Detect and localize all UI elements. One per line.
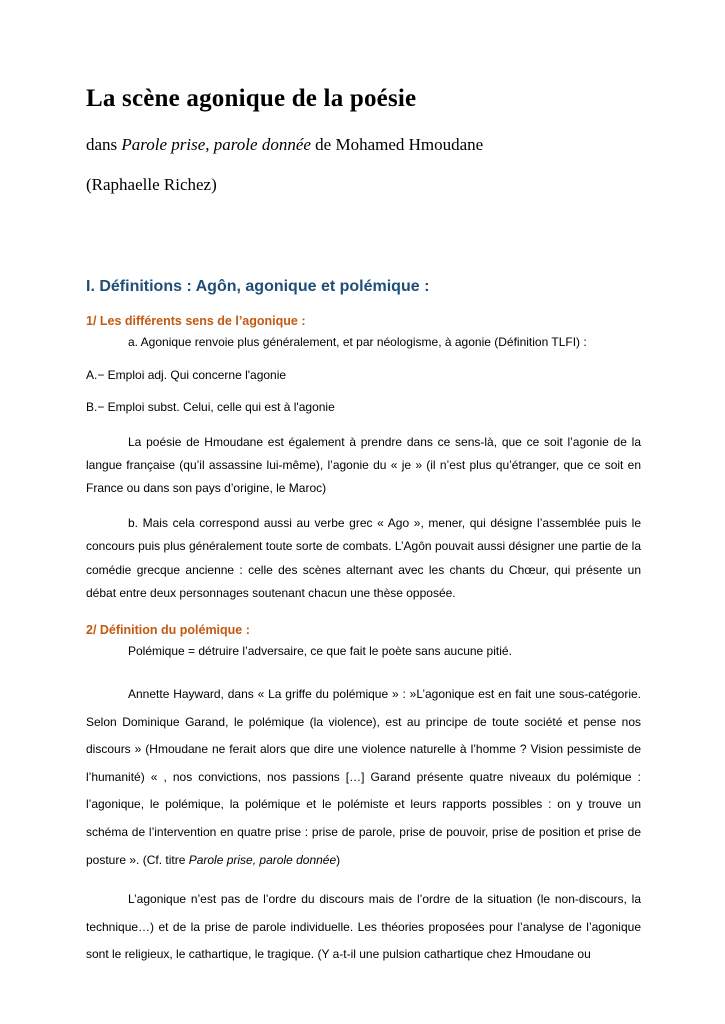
paragraph-agonique-discours: L’agonique n’est pas de l’ordre du discours mais de l’ordre de la situation (le non-discours, la technique…) et de la prise de parole individuelle. Les théories proposées pour l’analyse de l’agonique sont le religieux, le cathartique, le tragique. (Y a-t-il une pulsion cathartique chez Hmoudane ou (86, 892, 641, 962)
document-author: (Raphaelle Richez) (86, 175, 217, 195)
hayward-text: Annette Hayward, dans « La griffe du polémique » : »L’agonique est en fait une sous-catégorie. Selon Dominique Garand, le polémique (la violence), est au principe de toute société et pense nos discours » (Hmoudane ne ferait alors que dire une violence naturelle à l’homme ? Vision pessimiste de l’humanité) « , nos convictions, nos passions […] Garand présente quatre niveaux du polémique : l’agonique, le polémique, la polémique et le polémiste et leurs rapports possibles : on y trouve un schéma de l’intervention en quatre prise : prise de parole, prise de pouvoir, prise de position et prise de posture ». (Cf. titre (86, 686, 641, 867)
paragraph-annette-hayward (86, 681, 641, 874)
paragraph-polemique-definition: Polémique = détruire l’adversaire, ce que fait le poète sans aucune pitié. (128, 643, 512, 658)
section-heading-definitions: I. Définitions : Agôn, agonique et polémique : (86, 278, 430, 296)
paragraph-item-b-ago: b. Mais cela correspond aussi au verbe grec « Ago », mener, qui désigne l’assemblée puis le concours puis plus généralement toute sorte de combats. L’Agôn pouvait aussi désigner une partie de la comédie grecque ancienne : celle des scènes alternant avec les chants du Chœur, qui présente un débat entre deux personnages soutenant chacun une thèse opposée. (86, 516, 641, 600)
paragraph-item-a: a. Agonique renvoie plus généralement, et par néologisme, à agonie (Définition TLFI) : (128, 335, 587, 350)
subheading-definition-polemique: 2/ Définition du polémique : (86, 622, 250, 637)
subtitle-work-title: Parole prise, parole donnée (121, 135, 311, 154)
subtitle-suffix: de Mohamed Hmoudane (310, 135, 484, 154)
subheading-sens-agonique: 1/ Les différents sens de l’agonique : (86, 314, 306, 329)
paragraph-def-subst: B.− Emploi subst. Celui, celle qui est à l'agonie (86, 399, 335, 414)
hayward-suffix: ) (336, 852, 341, 867)
paragraph-def-adj: A.− Emploi adj. Qui concerne l'agonie (86, 367, 287, 382)
document-subtitle (86, 134, 641, 156)
document-title: La scène agonique de la poésie (86, 85, 417, 112)
subtitle-prefix: dans (86, 135, 122, 154)
hayward-work-title: Parole prise, parole donnée (188, 852, 337, 867)
paragraph-poesie-hmoudane: La poésie de Hmoudane est également à prendre dans ce sens-là, que ce soit l’agonie de la langue française (qu’il assassine lui-même), l’agonie du « je » (il n’est plus qu’étranger, que ce soit en France ou dans son pays d’origine, le Maroc) (86, 435, 641, 496)
